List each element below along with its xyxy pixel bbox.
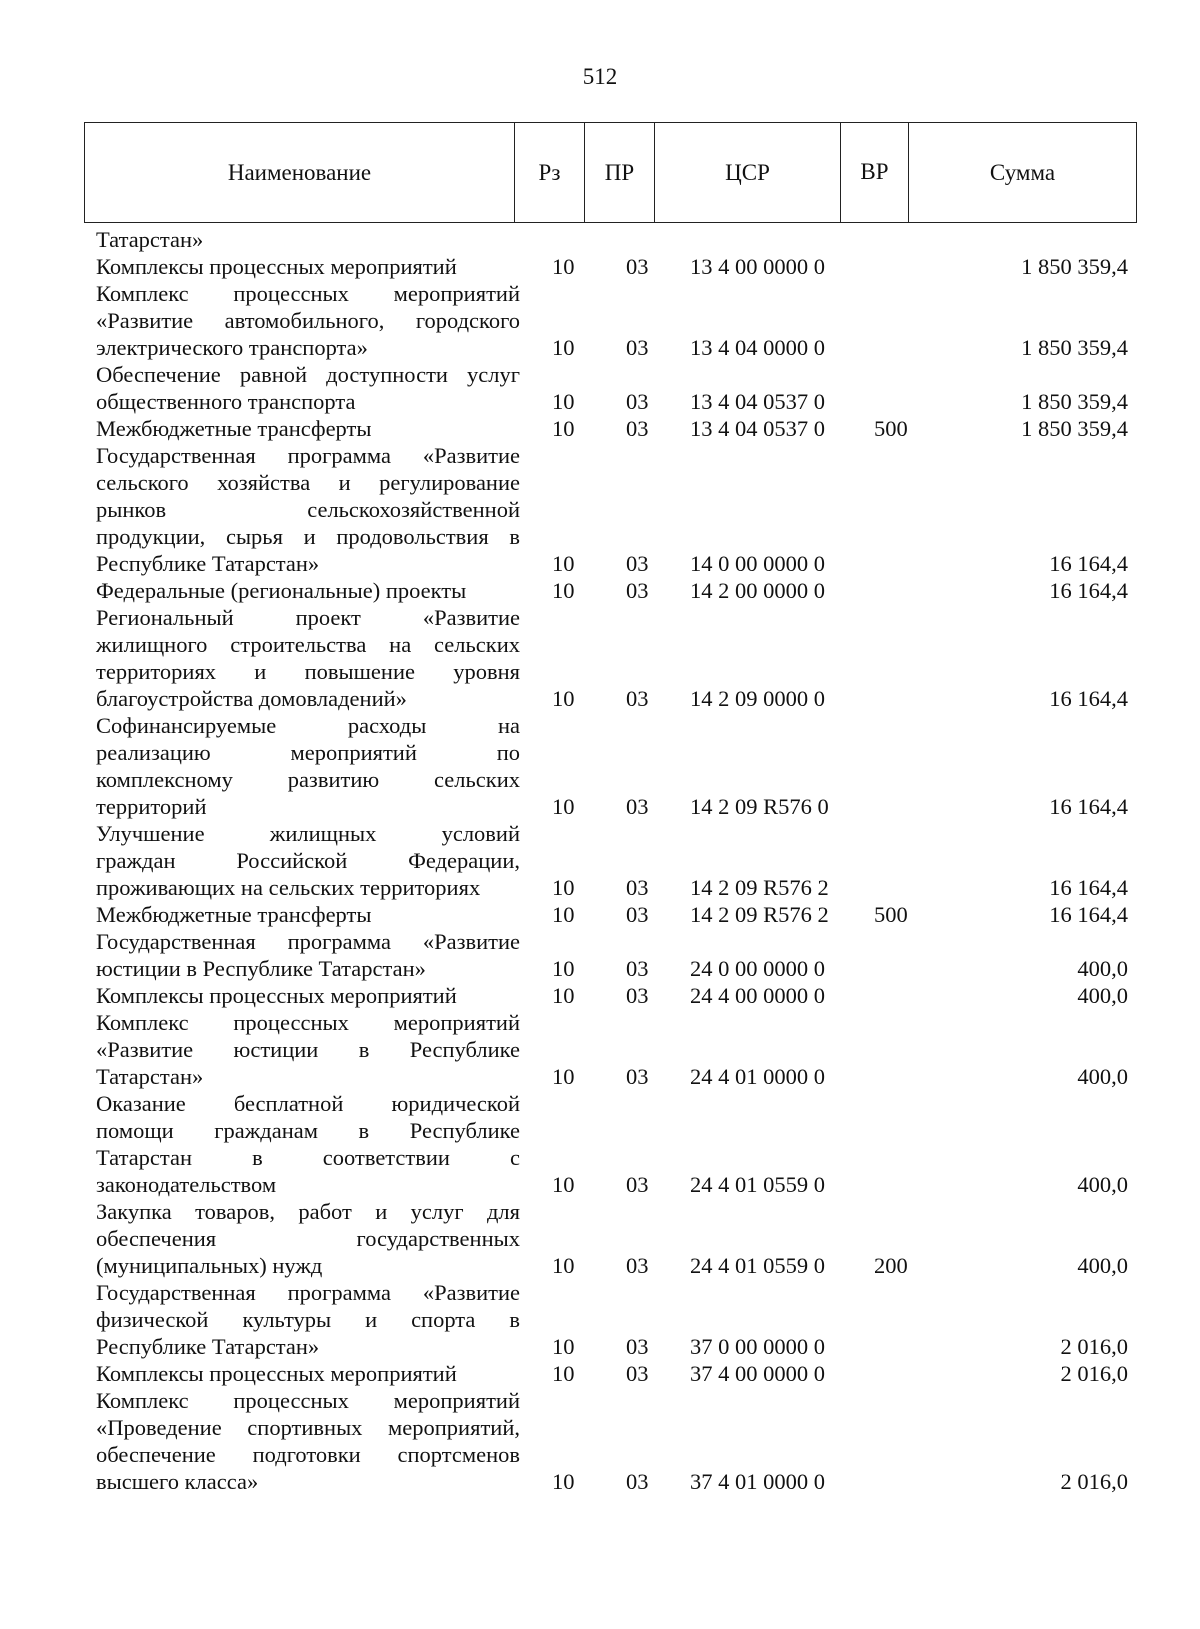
row-name-line: сельского хозяйства и регулирование [96, 470, 520, 495]
row-rz: 10 [552, 389, 575, 414]
row-name [96, 820, 520, 901]
row-name [96, 1090, 520, 1198]
row-csr: 24 4 01 0559 0 [690, 1172, 825, 1197]
row-sum: 16 164,4 [1049, 794, 1128, 819]
table-row [0, 415, 1200, 442]
row-name [96, 928, 520, 982]
row-pr: 03 [626, 551, 649, 576]
row-name-line: Комплексы процессных мероприятий [96, 1361, 457, 1386]
row-name-line: граждан Российской Федерации, [96, 848, 520, 873]
table-row [0, 361, 1200, 415]
row-name-line: Региональный проект «Развитие [96, 605, 520, 630]
row-name-line: Республике Татарстан» [96, 1334, 320, 1359]
row-name-line: реализацию мероприятий по [96, 740, 520, 765]
row-name-line: рынков сельскохозяйственной [96, 497, 520, 522]
header-name: Наименование [85, 123, 515, 223]
row-sum: 16 164,4 [1049, 551, 1128, 576]
row-name-line: физической культуры и спорта в [96, 1307, 520, 1332]
row-rz: 10 [552, 1469, 575, 1494]
row-name-line: «Развитие юстиции в Республике [96, 1037, 520, 1062]
row-name-line: Государственная программа «Развитие [96, 929, 520, 954]
row-pr: 03 [626, 1469, 649, 1494]
row-rz: 10 [552, 551, 575, 576]
row-name-line: Межбюджетные трансферты [96, 416, 372, 441]
row-sum: 400,0 [1077, 983, 1128, 1008]
row-sum: 1 850 359,4 [1021, 389, 1128, 414]
row-name [96, 280, 520, 361]
row-csr: 24 4 01 0559 0 [690, 1253, 825, 1278]
row-rz: 10 [552, 578, 575, 603]
row-csr: 24 4 01 0000 0 [690, 1064, 825, 1089]
table-row [0, 928, 1200, 982]
row-name-line: «Проведение спортивных мероприятий, [96, 1415, 520, 1440]
row-rz: 10 [552, 686, 575, 711]
row-name-line: Комплекс процессных мероприятий [96, 1388, 520, 1413]
row-csr: 37 0 00 0000 0 [690, 1334, 825, 1359]
row-rz: 10 [552, 956, 575, 981]
table-row [0, 442, 1200, 577]
row-pr: 03 [626, 983, 649, 1008]
table-header [84, 122, 1137, 223]
table-row [0, 1279, 1200, 1360]
row-csr: 14 2 09 0000 0 [690, 686, 825, 711]
row-sum: 16 164,4 [1049, 686, 1128, 711]
row-name-line: помощи гражданам в Республике [96, 1118, 520, 1143]
row-name-line: обеспечения государственных [96, 1226, 520, 1251]
table-row [0, 1387, 1200, 1495]
row-csr: 14 2 09 R576 2 [690, 902, 829, 927]
row-name-line: Государственная программа «Развитие [96, 443, 520, 468]
row-csr: 37 4 01 0000 0 [690, 1469, 825, 1494]
table-row [0, 1090, 1200, 1198]
row-sum: 1 850 359,4 [1021, 254, 1128, 279]
row-name [96, 1279, 520, 1360]
table-row [0, 604, 1200, 712]
row-rz: 10 [552, 902, 575, 927]
row-rz: 10 [552, 1064, 575, 1089]
table-row [0, 226, 1200, 253]
row-pr: 03 [626, 1064, 649, 1089]
row-name-line: Софинансируемые расходы на [96, 713, 520, 738]
header-pr: ПР [585, 123, 655, 223]
table-row [0, 280, 1200, 361]
row-name-line: продукции, сырья и продовольствия в [96, 524, 520, 549]
row-sum: 16 164,4 [1049, 902, 1128, 927]
row-csr: 37 4 00 0000 0 [690, 1361, 825, 1386]
row-csr: 24 4 00 0000 0 [690, 983, 825, 1008]
row-pr: 03 [626, 578, 649, 603]
row-sum: 16 164,4 [1049, 875, 1128, 900]
row-pr: 03 [626, 956, 649, 981]
row-name-line: Обеспечение равной доступности услуг [96, 362, 520, 387]
row-rz: 10 [552, 875, 575, 900]
row-name-line: жилищного строительства на сельских [96, 632, 520, 657]
row-name-line: Закупка товаров, работ и услуг для [96, 1199, 520, 1224]
row-csr: 14 0 00 0000 0 [690, 551, 825, 576]
row-sum: 400,0 [1077, 1253, 1128, 1278]
row-name-line: Комплексы процессных мероприятий [96, 983, 457, 1008]
row-name-line: Татарстан» [96, 1064, 204, 1089]
table-row [0, 1009, 1200, 1090]
row-sum: 2 016,0 [1060, 1334, 1128, 1359]
row-name [96, 1198, 520, 1279]
row-name [96, 1009, 520, 1090]
table-row [0, 820, 1200, 901]
row-name-line: Комплексы процессных мероприятий [96, 254, 457, 279]
table-row [0, 1198, 1200, 1279]
row-pr: 03 [626, 389, 649, 414]
row-pr: 03 [626, 335, 649, 360]
row-name [96, 442, 520, 577]
row-csr: 13 4 04 0537 0 [690, 389, 825, 414]
row-name-line: Татарстан» [96, 227, 204, 252]
row-vr: 200 [874, 1253, 908, 1278]
row-name [96, 361, 520, 415]
row-name-line: «Развитие автомобильного, городского [96, 308, 520, 333]
row-rz: 10 [552, 1172, 575, 1197]
row-rz: 10 [552, 794, 575, 819]
row-name-line: юстиции в Республике Татарстан» [96, 956, 426, 981]
header-vr: ВР [841, 123, 909, 223]
row-csr: 14 2 09 R576 0 [690, 794, 829, 819]
row-pr: 03 [626, 1334, 649, 1359]
row-name-line: Федеральные (региональные) проекты [96, 578, 467, 603]
row-rz: 10 [552, 1253, 575, 1278]
row-name-line: электрического транспорта» [96, 335, 368, 360]
row-name-line: Республике Татарстан» [96, 551, 320, 576]
row-csr: 24 0 00 0000 0 [690, 956, 825, 981]
row-sum: 2 016,0 [1060, 1469, 1128, 1494]
row-name-line: обеспечение подготовки спортсменов [96, 1442, 520, 1467]
row-csr: 13 4 04 0000 0 [690, 335, 825, 360]
table-row [0, 253, 1200, 280]
row-name [96, 415, 520, 442]
row-sum: 400,0 [1077, 956, 1128, 981]
row-name-line: Татарстан в соответствии с [96, 1145, 520, 1170]
row-name [96, 226, 520, 253]
row-name-line: Комплекс процессных мероприятий [96, 281, 520, 306]
row-pr: 03 [626, 416, 649, 441]
row-name-line: комплексному развитию сельских [96, 767, 520, 792]
row-name-line: благоустройства домовладений» [96, 686, 407, 711]
page-number: 512 [582, 64, 618, 89]
row-rz: 10 [552, 983, 575, 1008]
row-sum: 1 850 359,4 [1021, 335, 1128, 360]
row-sum: 400,0 [1077, 1172, 1128, 1197]
row-pr: 03 [626, 1172, 649, 1197]
row-vr: 500 [874, 902, 908, 927]
row-name [96, 901, 520, 928]
row-name-line: общественного транспорта [96, 389, 356, 414]
row-name [96, 1360, 520, 1387]
table-row [0, 712, 1200, 820]
table-body [0, 226, 1200, 1495]
table-row [0, 982, 1200, 1009]
table-row [0, 577, 1200, 604]
row-vr: 500 [874, 416, 908, 441]
row-name-line: Государственная программа «Развитие [96, 1280, 520, 1305]
row-pr: 03 [626, 794, 649, 819]
row-name-line: Межбюджетные трансферты [96, 902, 372, 927]
row-rz: 10 [552, 254, 575, 279]
row-pr: 03 [626, 1253, 649, 1278]
row-csr: 13 4 04 0537 0 [690, 416, 825, 441]
row-name [96, 1387, 520, 1495]
header-sum: Сумма [909, 123, 1137, 223]
row-sum: 16 164,4 [1049, 578, 1128, 603]
row-pr: 03 [626, 254, 649, 279]
row-name-line: Комплекс процессных мероприятий [96, 1010, 520, 1035]
row-name-line: (муниципальных) нужд [96, 1253, 323, 1278]
row-name-line: проживающих на сельских территориях [96, 875, 481, 900]
row-name-line: Улучшение жилищных условий [96, 821, 520, 846]
row-sum: 1 850 359,4 [1021, 416, 1128, 441]
row-name-line: высшего класса» [96, 1469, 259, 1494]
row-rz: 10 [552, 1334, 575, 1359]
row-rz: 10 [552, 416, 575, 441]
row-csr: 14 2 00 0000 0 [690, 578, 825, 603]
table-row [0, 1360, 1200, 1387]
row-name [96, 712, 520, 820]
row-name-line: территорий [96, 794, 207, 819]
header-rz: Рз [515, 123, 585, 223]
row-name [96, 253, 520, 280]
row-name-line: законодательством [96, 1172, 277, 1197]
row-name-line: Оказание бесплатной юридической [96, 1091, 520, 1116]
row-pr: 03 [626, 686, 649, 711]
table-row [0, 901, 1200, 928]
header-csr: ЦСР [655, 123, 841, 223]
row-pr: 03 [626, 902, 649, 927]
row-rz: 10 [552, 1361, 575, 1386]
row-name [96, 577, 520, 604]
row-name-line: территориях и повышение уровня [96, 659, 520, 684]
row-rz: 10 [552, 335, 575, 360]
row-csr: 13 4 00 0000 0 [690, 254, 825, 279]
row-pr: 03 [626, 875, 649, 900]
row-pr: 03 [626, 1361, 649, 1386]
row-sum: 2 016,0 [1060, 1361, 1128, 1386]
row-sum: 400,0 [1077, 1064, 1128, 1089]
row-name [96, 604, 520, 712]
row-csr: 14 2 09 R576 2 [690, 875, 829, 900]
row-name [96, 982, 520, 1009]
